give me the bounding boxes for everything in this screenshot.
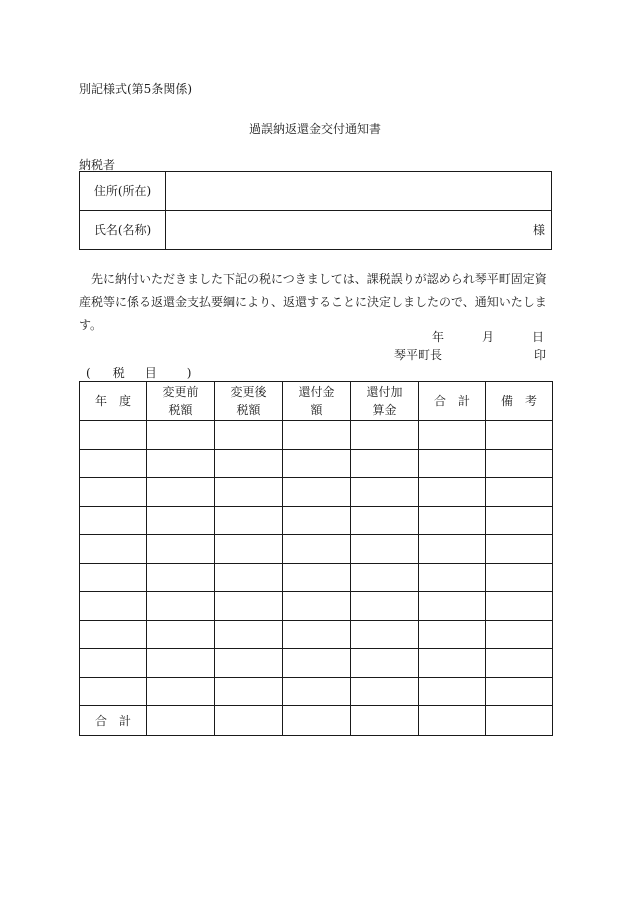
table-row	[80, 506, 553, 535]
name-label: 氏名(名称)	[80, 211, 166, 250]
header-total: 合 計	[419, 382, 486, 421]
table-cell[interactable]	[215, 478, 283, 507]
address-field[interactable]	[166, 172, 552, 211]
table-cell[interactable]	[351, 449, 419, 478]
table-cell[interactable]	[486, 649, 553, 678]
taxpayer-info-table	[79, 171, 552, 250]
table-cell[interactable]	[351, 506, 419, 535]
total-cell[interactable]	[351, 706, 419, 736]
name-row	[80, 211, 552, 250]
table-cell[interactable]	[283, 535, 351, 564]
name-field[interactable]	[166, 211, 552, 250]
taxpayer-label: 納税者	[79, 158, 116, 172]
table-cell[interactable]	[283, 620, 351, 649]
table-cell[interactable]	[215, 592, 283, 621]
table-row	[80, 478, 553, 507]
table-cell[interactable]	[419, 563, 486, 592]
refund-detail-table	[79, 381, 553, 736]
header-refund-amount: 還付金 額	[283, 382, 351, 421]
table-cell[interactable]	[215, 620, 283, 649]
table-header-row	[80, 382, 553, 421]
total-cell[interactable]	[486, 706, 553, 736]
table-row	[80, 677, 553, 706]
document-title: 過誤納返還金交付通知書	[248, 122, 381, 136]
table-row	[80, 592, 553, 621]
table-cell[interactable]	[215, 449, 283, 478]
header-refund-interest: 還付加 算金	[351, 382, 419, 421]
header-remarks: 備 考	[486, 382, 553, 421]
table-cell[interactable]	[215, 677, 283, 706]
table-cell[interactable]	[283, 563, 351, 592]
table-cell[interactable]	[351, 649, 419, 678]
table-row	[80, 449, 553, 478]
table-cell[interactable]	[486, 677, 553, 706]
table-cell[interactable]	[147, 421, 215, 450]
table-cell[interactable]	[80, 506, 147, 535]
table-cell[interactable]	[283, 506, 351, 535]
table-cell[interactable]	[419, 506, 486, 535]
header-tax-before: 変更前 税額	[147, 382, 215, 421]
table-cell[interactable]	[283, 592, 351, 621]
date-day-label: 日	[531, 330, 544, 344]
table-cell[interactable]	[486, 506, 553, 535]
address-label: 住所(所在)	[80, 172, 166, 211]
tax-item-open-paren: (	[86, 366, 91, 380]
table-cell[interactable]	[351, 592, 419, 621]
table-cell[interactable]	[80, 620, 147, 649]
table-cell[interactable]	[351, 421, 419, 450]
table-cell[interactable]	[486, 478, 553, 507]
table-cell[interactable]	[283, 649, 351, 678]
table-cell[interactable]	[80, 449, 147, 478]
total-cell[interactable]	[147, 706, 215, 736]
table-cell[interactable]	[351, 677, 419, 706]
total-cell[interactable]	[215, 706, 283, 736]
table-cell[interactable]	[419, 421, 486, 450]
table-row	[80, 535, 553, 564]
table-total-row	[80, 706, 553, 736]
table-cell[interactable]	[80, 677, 147, 706]
table-cell[interactable]	[80, 421, 147, 450]
table-cell[interactable]	[80, 563, 147, 592]
table-cell[interactable]	[419, 649, 486, 678]
table-cell[interactable]	[80, 592, 147, 621]
table-cell[interactable]	[147, 592, 215, 621]
table-cell[interactable]	[215, 649, 283, 678]
table-cell[interactable]	[147, 620, 215, 649]
table-cell[interactable]	[80, 649, 147, 678]
table-cell[interactable]	[419, 535, 486, 564]
table-cell[interactable]	[147, 677, 215, 706]
table-cell[interactable]	[215, 535, 283, 564]
tax-item-label	[86, 364, 191, 381]
table-cell[interactable]	[147, 506, 215, 535]
notice-body-text: 先に納付いただきました下記の税につきましては、課税誤りが認められ琴平町固定資産税等に係る返還金支払要綱により、返還することに決定しましたので、通知いたします。	[79, 272, 547, 332]
table-cell[interactable]	[283, 449, 351, 478]
table-cell[interactable]	[486, 592, 553, 621]
header-fiscal-year: 年 度	[80, 382, 147, 421]
form-reference: 別記様式(第5条関係)	[79, 82, 192, 96]
total-label: 合 計	[80, 706, 147, 736]
table-cell[interactable]	[147, 478, 215, 507]
mayor-title: 琴平町長	[394, 348, 443, 362]
header-tax-after: 変更後 税額	[215, 382, 283, 421]
table-cell[interactable]	[351, 563, 419, 592]
tax-item-text: 税 目	[112, 366, 161, 380]
table-cell[interactable]	[283, 677, 351, 706]
table-cell[interactable]	[486, 421, 553, 450]
table-cell[interactable]	[486, 449, 553, 478]
table-body	[80, 421, 553, 706]
table-cell[interactable]	[351, 535, 419, 564]
seal-mark: 印	[533, 348, 546, 362]
table-cell[interactable]	[283, 421, 351, 450]
table-row	[80, 563, 553, 592]
table-cell[interactable]	[419, 449, 486, 478]
table-cell[interactable]	[283, 478, 351, 507]
table-cell[interactable]	[486, 535, 553, 564]
total-cell[interactable]	[419, 706, 486, 736]
table-cell[interactable]	[419, 620, 486, 649]
table-cell[interactable]	[215, 421, 283, 450]
table-cell[interactable]	[486, 620, 553, 649]
table-cell[interactable]	[147, 535, 215, 564]
table-cell[interactable]	[147, 449, 215, 478]
table-cell[interactable]	[351, 478, 419, 507]
date-year-label: 年	[431, 330, 444, 344]
table-cell[interactable]	[147, 563, 215, 592]
honorific: 様	[532, 223, 545, 237]
table-cell[interactable]	[419, 592, 486, 621]
table-row	[80, 421, 553, 450]
table-cell[interactable]	[215, 563, 283, 592]
issue-date	[432, 328, 544, 345]
table-row	[80, 649, 553, 678]
tax-item-close-paren: )	[186, 366, 192, 380]
address-row	[80, 172, 552, 211]
table-row	[80, 620, 553, 649]
total-cell[interactable]	[283, 706, 351, 736]
table-cell[interactable]	[80, 478, 147, 507]
table-cell[interactable]	[419, 677, 486, 706]
table-cell[interactable]	[215, 506, 283, 535]
table-cell[interactable]	[351, 620, 419, 649]
table-cell[interactable]	[147, 649, 215, 678]
table-cell[interactable]	[419, 478, 486, 507]
table-cell[interactable]	[80, 535, 147, 564]
table-cell[interactable]	[486, 563, 553, 592]
date-month-label: 月	[481, 330, 494, 344]
